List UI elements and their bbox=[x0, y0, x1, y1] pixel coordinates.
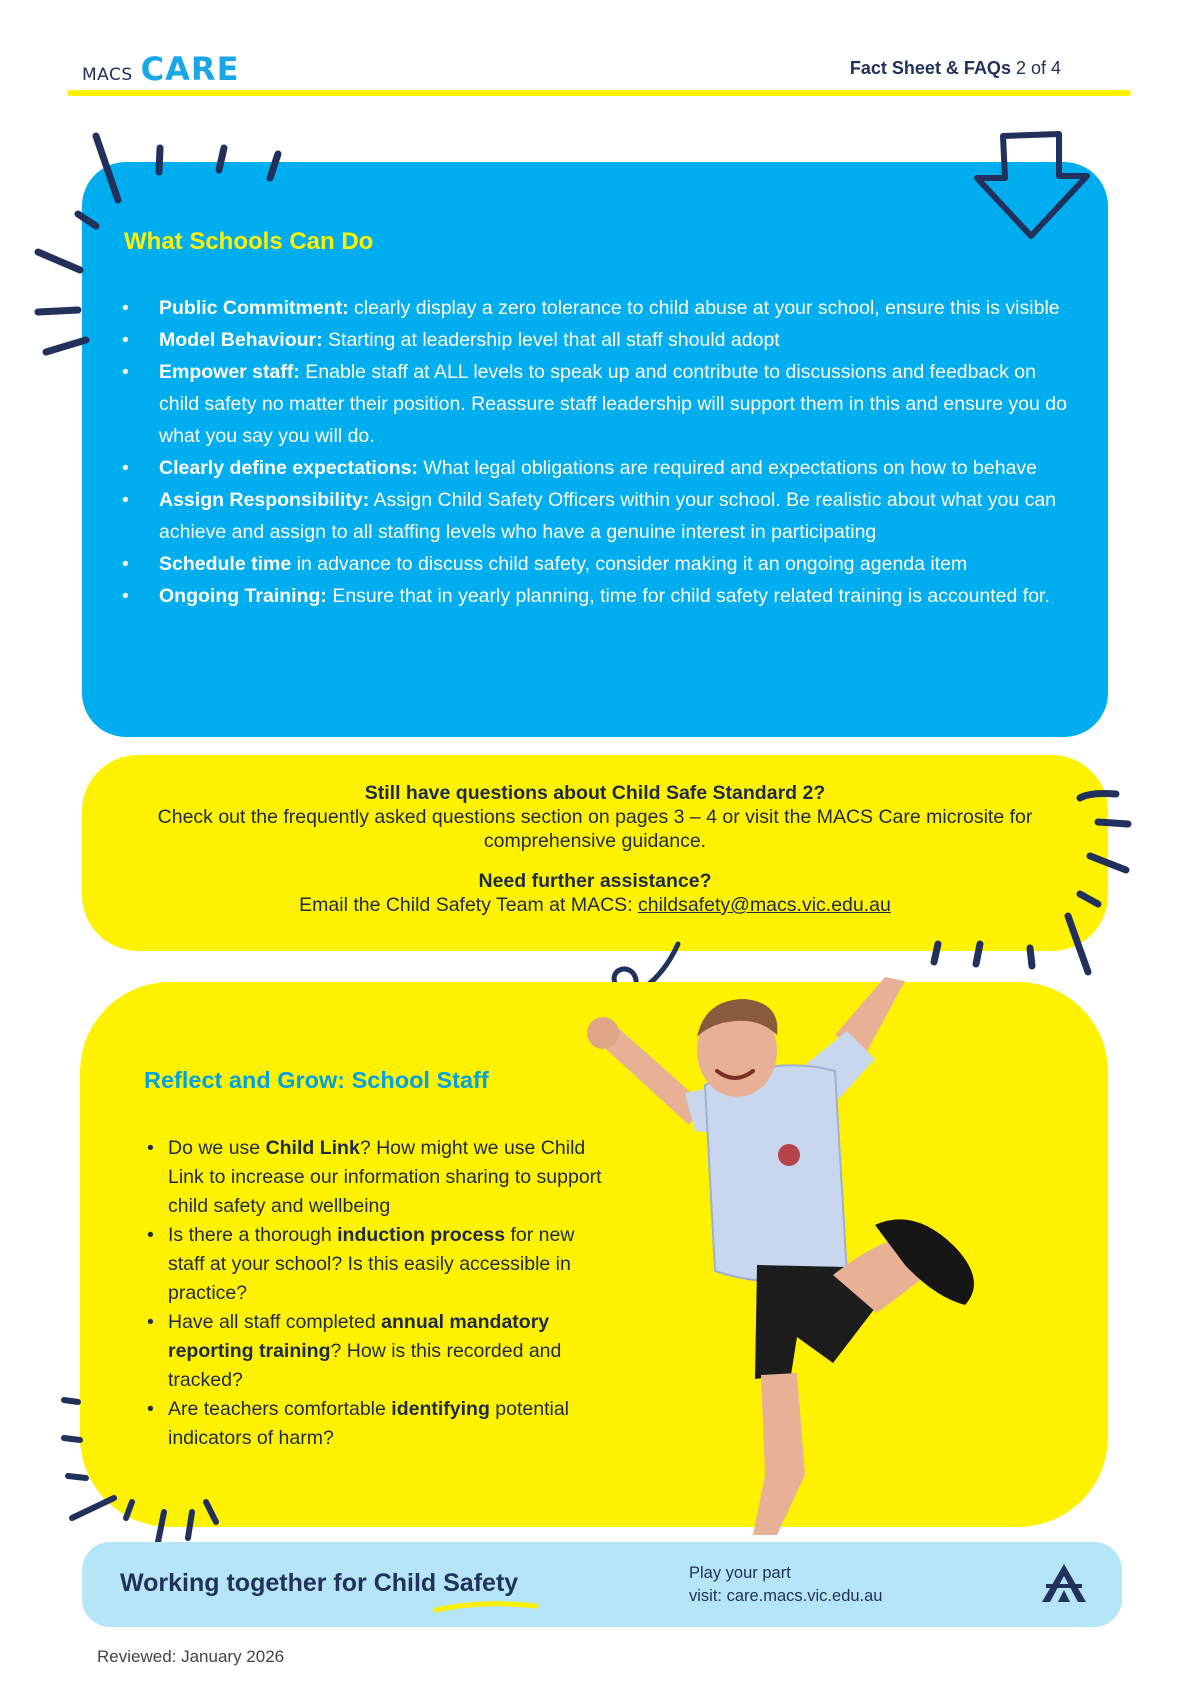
item-text: Starting at leadership level that all staff should adopt bbox=[322, 329, 780, 351]
list-item bbox=[144, 1134, 614, 1221]
list-item bbox=[118, 580, 1078, 612]
item-text-post: ? How might we use Child Link to increase our information sharing to support child safety and wellbeing bbox=[168, 1137, 602, 1217]
item-text-pre: Are teachers comfortable bbox=[168, 1398, 392, 1420]
item-bold: annual mandatory reporting training bbox=[168, 1311, 550, 1362]
burst-strokes-bottom-left bbox=[56, 1396, 226, 1546]
item-heading: Empower staff: bbox=[159, 361, 300, 383]
macs-logo-icon bbox=[1040, 1562, 1088, 1604]
item-text: Enable staff at ALL levels to speak up and contribute to discussions and feedback on child safety no matter their position. Reassure staff leadership will support them in this and ensure you do what you say you will do. bbox=[159, 361, 1067, 447]
slogan-underline-swash bbox=[432, 1598, 542, 1618]
burst-strokes-top-left bbox=[30, 128, 290, 358]
item-text: in advance to discuss child safety, consider making it an ongoing agenda item bbox=[291, 553, 968, 575]
list-item bbox=[144, 1221, 614, 1308]
list-item bbox=[118, 452, 1078, 484]
footer-play-label: Play your part bbox=[689, 1564, 791, 1582]
item-text: Assign Child Safety Officers within your school. Be realistic about what you can achieve and assign to all staffing levels who have a genuine interest in participating bbox=[159, 489, 1057, 543]
footer-slogan: Working together for Child Safety bbox=[120, 1569, 519, 1597]
item-bold: identifying bbox=[391, 1398, 490, 1420]
item-text: What legal obligations are required and expectations on how to behave bbox=[418, 457, 1038, 479]
item-text-post: potential indicators of harm? bbox=[168, 1398, 570, 1449]
what-schools-title: What Schools Can Do bbox=[124, 228, 374, 255]
item-heading: Clearly define expectations: bbox=[159, 457, 419, 479]
item-heading: Model Behaviour: bbox=[159, 329, 323, 351]
footer-visit-link[interactable]: visit: care.macs.vic.edu.au bbox=[689, 1587, 883, 1605]
page-label bbox=[850, 58, 1061, 79]
item-text-pre: Is there a thorough bbox=[168, 1224, 338, 1246]
item-heading: Assign Responsibility: bbox=[159, 489, 370, 511]
page-label-title: Fact Sheet & FAQs bbox=[849, 58, 1011, 78]
item-text-pre: Do we use bbox=[168, 1137, 266, 1159]
header-divider bbox=[67, 90, 1131, 96]
list-item bbox=[118, 356, 1078, 452]
page-label-number: 2 of 4 bbox=[1010, 58, 1061, 78]
footer-play-text bbox=[689, 1562, 883, 1608]
item-bold: Child Link bbox=[265, 1137, 360, 1159]
info-question-text: Check out the frequently asked questions section on pages 3 – 4 or visit the MACS Care microsite for comprehensive guidance. bbox=[157, 806, 1033, 852]
item-text: Ensure that in yearly planning, time for child safety related training is accounted for. bbox=[326, 585, 1050, 607]
item-text-post: for new staff at your school? Is this easily accessible in practice? bbox=[168, 1224, 575, 1304]
list-item bbox=[118, 548, 1078, 580]
info-question-heading: Still have questions about Child Safe Standard 2? bbox=[364, 782, 826, 804]
down-arrow-icon bbox=[975, 132, 1095, 242]
logo-macs-text: MACS bbox=[82, 65, 133, 85]
item-text: clearly display a zero tolerance to child abuse at your school, ensure this is visible bbox=[348, 297, 1060, 319]
list-item bbox=[118, 484, 1078, 548]
item-text-post: ? How is this recorded and tracked? bbox=[168, 1340, 562, 1391]
item-heading: Public Commitment: bbox=[159, 297, 349, 319]
item-heading: Ongoing Training: bbox=[159, 585, 327, 607]
reflect-title: Reflect and Grow: School Staff bbox=[144, 1067, 489, 1093]
reviewed-date: Reviewed: January 2026 bbox=[97, 1647, 285, 1666]
macs-care-logo bbox=[82, 50, 239, 88]
info-assist-text: Email the Child Safety Team at MACS: bbox=[299, 894, 639, 916]
list-item bbox=[144, 1308, 614, 1395]
info-assist-heading: Need further assistance? bbox=[478, 870, 712, 892]
item-bold: induction process bbox=[337, 1224, 506, 1246]
item-heading: Schedule time bbox=[159, 553, 292, 575]
burst-strokes-right bbox=[920, 786, 1140, 976]
logo-care-text: CARE bbox=[140, 50, 240, 88]
item-text-pre: Have all staff completed bbox=[168, 1311, 382, 1333]
jumping-child-image bbox=[585, 975, 1045, 1535]
email-link[interactable]: childsafety@macs.vic.edu.au bbox=[638, 894, 891, 916]
